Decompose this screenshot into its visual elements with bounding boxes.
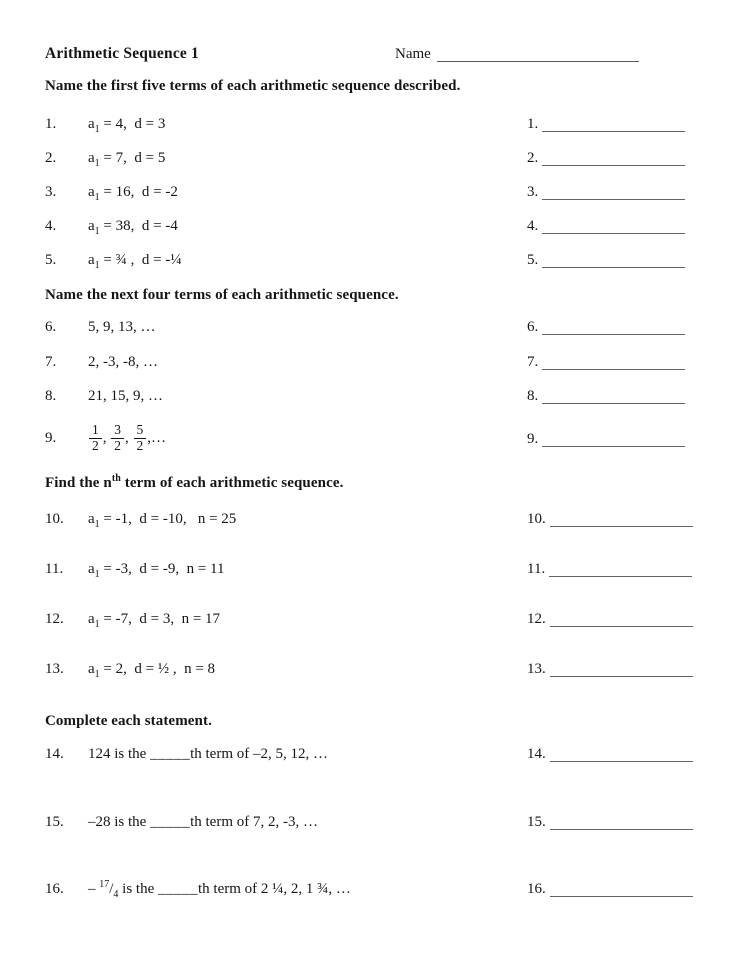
- answer-number: 9.: [527, 431, 539, 447]
- problem-number: 9.: [45, 429, 57, 446]
- inline-answer-blank[interactable]: _____: [150, 746, 191, 762]
- answer-row-15: [527, 813, 693, 832]
- answer-blank-line[interactable]: [542, 150, 685, 166]
- problem-text: $a_1 = -7$, d = 3, n = 17: [88, 611, 221, 630]
- problem-row-10: [45, 510, 236, 529]
- problem-number: 10.: [45, 511, 64, 527]
- answer-row-3: [527, 183, 685, 202]
- fraction: $\frac{5}{2}$: [134, 423, 147, 454]
- inline-answer-blank[interactable]: _____: [150, 814, 191, 830]
- answer-blank-line[interactable]: [542, 354, 685, 370]
- problem-row-12: [45, 610, 220, 629]
- answer-blank-line[interactable]: [550, 511, 693, 527]
- problem-number: 4.: [45, 218, 57, 234]
- section-heading-2: Name the next four terms of each arithmetic sequence.: [45, 287, 399, 303]
- answer-number: 15.: [527, 814, 546, 830]
- problem-row-4: [45, 217, 178, 236]
- problem-number: 1.: [45, 116, 57, 132]
- problem-row-2: [45, 149, 165, 168]
- answer-number: 14.: [527, 746, 546, 762]
- answer-number: 11.: [527, 561, 546, 577]
- answer-blank-line[interactable]: [542, 116, 685, 132]
- answer-blank-line[interactable]: [542, 218, 685, 234]
- answer-row-4: [527, 217, 685, 236]
- problem-row-11: [45, 560, 224, 579]
- answer-blank-line[interactable]: [550, 611, 693, 627]
- problem-row-14: [45, 745, 328, 764]
- answer-number: 2.: [527, 150, 539, 166]
- answer-number: 16.: [527, 881, 546, 897]
- section-heading-3: Find the $n^{th}$ term of each arithmetic sequence.: [45, 473, 344, 491]
- answer-number: 5.: [527, 252, 539, 268]
- answer-row-7: [527, 353, 685, 372]
- answer-number: 12.: [527, 611, 546, 627]
- problem-number: 7.: [45, 354, 57, 370]
- problem-text: –28 is the _____th term of 7, 2, -3, …: [88, 814, 318, 830]
- problem-text: 21, 15, 9, …: [88, 388, 163, 404]
- answer-number: 4.: [527, 218, 539, 234]
- answer-row-16: [527, 880, 693, 899]
- answer-number: 3.: [527, 184, 539, 200]
- problem-text: 5, 9, 13, …: [88, 319, 156, 335]
- answer-row-11: [527, 560, 692, 579]
- name-input-line[interactable]: [437, 47, 639, 62]
- answer-row-2: [527, 149, 685, 168]
- answer-blank-line[interactable]: [542, 388, 685, 404]
- problem-row-6: [45, 318, 156, 337]
- problem-text: – $^{17}/_4$ is the _____th term of 2 ¼, 2, 1 ¾, …: [88, 879, 351, 900]
- fraction: $\frac{3}{2}$: [111, 423, 124, 454]
- answer-row-8: [527, 387, 685, 406]
- problem-number: 6.: [45, 319, 57, 335]
- problem-text: 124 is the _____th term of –2, 5, 12, …: [88, 746, 328, 762]
- answer-row-12: [527, 610, 693, 629]
- problem-row-13: [45, 660, 215, 679]
- inline-answer-blank[interactable]: _____: [158, 881, 199, 897]
- answer-blank-line[interactable]: [542, 252, 685, 268]
- answer-blank-line[interactable]: [550, 814, 693, 830]
- answer-blank-line[interactable]: [542, 319, 685, 335]
- answer-number: 7.: [527, 354, 539, 370]
- problem-row-3: [45, 183, 178, 202]
- answer-number: 10.: [527, 511, 546, 527]
- answer-number: 13.: [527, 661, 546, 677]
- problem-row-1: [45, 115, 165, 134]
- answer-number: 8.: [527, 388, 539, 404]
- problem-row-5: [45, 251, 182, 270]
- problem-text: $\frac{1}{2}$ , $\frac{3}{2}$ , $\frac{5}{2}$ ,…: [88, 430, 166, 446]
- problem-number: 2.: [45, 150, 57, 166]
- problem-number: 12.: [45, 611, 64, 627]
- problem-number: 13.: [45, 661, 64, 677]
- problem-text: $a_1 = 7$, d = 5: [88, 150, 166, 169]
- problem-text: $a_1 = -3$, d = -9, n = 11: [88, 561, 225, 580]
- problem-text: $a_1$ = ¾ , d = -¼: [88, 252, 182, 271]
- answer-blank-line[interactable]: [542, 431, 685, 447]
- problem-text: $a_1 = 16$, d = -2: [88, 184, 178, 203]
- answer-row-6: [527, 318, 685, 337]
- problem-number: 11.: [45, 561, 64, 577]
- answer-number: 1.: [527, 116, 539, 132]
- problem-row-7: [45, 353, 158, 372]
- problem-row-16: [45, 880, 351, 899]
- fraction: $\frac{1}{2}$: [89, 423, 102, 454]
- name-label: Name: [395, 46, 431, 62]
- section-heading-1: Name the first five terms of each arithmetic sequence described.: [45, 78, 461, 94]
- answer-number: 6.: [527, 319, 539, 335]
- answer-row-10: [527, 510, 693, 529]
- answer-blank-line[interactable]: [549, 561, 692, 577]
- problem-text: $a_1 = -1$, d = -10, n = 25: [88, 511, 237, 530]
- problem-number: 14.: [45, 746, 64, 762]
- problem-row-15: [45, 813, 318, 832]
- name-field: [395, 46, 639, 63]
- answer-row-5: [527, 251, 685, 270]
- problem-row-8: [45, 387, 163, 406]
- problem-number: 16.: [45, 881, 64, 897]
- answer-blank-line[interactable]: [542, 184, 685, 200]
- problem-text: $a_1 = 4$, d = 3: [88, 116, 166, 135]
- problem-row-9: [45, 423, 166, 454]
- answer-row-9: [527, 430, 685, 449]
- answer-row-13: [527, 660, 693, 679]
- problem-text: $a_1 = 2$, d = ½ , n = 8: [88, 661, 216, 680]
- problem-text: $a_1 = 38$, d = -4: [88, 218, 178, 237]
- answer-blank-line[interactable]: [550, 661, 693, 677]
- problem-number: 15.: [45, 814, 64, 830]
- problem-text: 2, -3, -8, …: [88, 354, 158, 370]
- answer-blank-line[interactable]: [550, 881, 693, 897]
- problem-number: 3.: [45, 184, 57, 200]
- answer-blank-line[interactable]: [550, 746, 693, 762]
- answer-row-14: [527, 745, 693, 764]
- section-heading-4: Complete each statement.: [45, 713, 212, 729]
- problem-number: 5.: [45, 252, 57, 268]
- problem-number: 8.: [45, 388, 57, 404]
- worksheet-title: Arithmetic Sequence 1: [45, 45, 200, 62]
- answer-row-1: [527, 115, 685, 134]
